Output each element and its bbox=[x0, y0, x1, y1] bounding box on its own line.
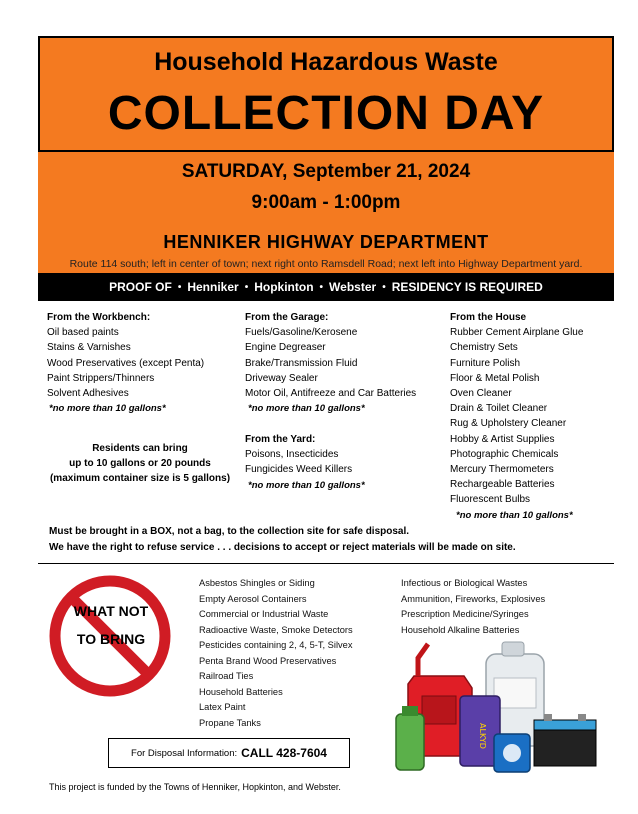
note-line: We have the right to refuse service . . . decisions to accept or reject materials will be made on site. bbox=[49, 542, 516, 553]
list-item: Mercury Thermometers bbox=[450, 464, 554, 476]
funding-note: This project is funded by the Towns of Henniker, Hopkinton, and Webster. bbox=[49, 782, 341, 792]
event-directions: Route 114 south; left in center of town; next right onto Ramsdell Road; next left into Highway Department yard. bbox=[69, 258, 583, 270]
list-item: Household Alkaline Batteries bbox=[401, 624, 520, 635]
proof-of-residency-bar bbox=[38, 273, 614, 301]
residents-line: Residents can bring bbox=[92, 443, 188, 454]
list-item: Driveway Sealer bbox=[245, 372, 318, 384]
not-to-bring-list-2 bbox=[401, 576, 601, 638]
header-title: COLLECTION DAY bbox=[107, 87, 545, 140]
header-subtitle: Household Hazardous Waste bbox=[154, 48, 498, 76]
list-item: Asbestos Shingles or Siding bbox=[199, 578, 315, 588]
list-item: Stains & Varnishes bbox=[47, 342, 131, 354]
proof-town: Webster bbox=[329, 280, 377, 294]
not-to-bring-line: WHAT NOT bbox=[73, 603, 149, 619]
list-item: Paint Strippers/Thinners bbox=[47, 372, 155, 384]
limit-note: *no more than 10 gallons* bbox=[456, 509, 573, 521]
workbench-column bbox=[47, 310, 237, 416]
event-location: HENNIKER HIGHWAY DEPARTMENT bbox=[163, 232, 489, 252]
list-item: Ammunition, Fireworks, Explosives bbox=[401, 593, 546, 604]
list-item: Poisons, Insecticides bbox=[245, 449, 339, 461]
box-notes bbox=[49, 524, 516, 556]
list-item: Oven Cleaner bbox=[450, 388, 512, 400]
list-item: Penta Brand Wood Preservatives bbox=[199, 655, 337, 666]
list-item: Drain & Toilet Cleaner bbox=[450, 403, 548, 415]
list-item: Hobby & Artist Supplies bbox=[450, 433, 555, 445]
house-column bbox=[450, 310, 620, 523]
list-item: Floor & Metal Polish bbox=[450, 372, 540, 384]
list-item: Latex Paint bbox=[199, 702, 246, 712]
list-item: Railroad Ties bbox=[199, 671, 254, 681]
list-item: Motor Oil, Antifreeze and Car Batteries bbox=[245, 388, 417, 400]
list-item: Infectious or Biological Wastes bbox=[401, 578, 528, 588]
list-item: Photographic Chemicals bbox=[450, 448, 559, 460]
house-heading: From the House bbox=[450, 312, 527, 323]
bullet-icon: • bbox=[177, 281, 182, 293]
limit-note: *no more than 10 gallons* bbox=[248, 479, 365, 491]
not-to-bring-list-1 bbox=[199, 576, 389, 731]
list-item: Commercial or Industrial Waste bbox=[199, 609, 329, 619]
disposal-label: For Disposal Information: bbox=[131, 747, 238, 759]
divider bbox=[38, 563, 614, 564]
bullet-icon: • bbox=[382, 281, 386, 293]
list-item: Radioactive Waste, Smoke Detectors bbox=[199, 624, 353, 635]
proof-town: Henniker bbox=[187, 280, 239, 294]
list-item: Solvent Adhesives bbox=[47, 388, 129, 400]
bullet-icon: • bbox=[244, 281, 249, 293]
yard-heading: From the Yard: bbox=[245, 434, 316, 445]
residents-line: up to 10 gallons or 20 pounds bbox=[69, 458, 211, 469]
list-item: Empty Aerosol Containers bbox=[199, 593, 307, 604]
list-item: Furniture Polish bbox=[450, 357, 521, 369]
list-item: Pesticides containing 2, 4, 5-T, Silvex bbox=[199, 640, 353, 650]
header-banner bbox=[38, 36, 614, 152]
garage-heading: From the Garage: bbox=[245, 312, 329, 323]
limit-note: *no more than 10 gallons* bbox=[49, 403, 166, 415]
list-item: Prescription Medicine/Syringes bbox=[401, 609, 529, 619]
event-info bbox=[38, 152, 614, 273]
list-item: Wood Preservatives (except Penta) bbox=[47, 357, 205, 369]
proof-suffix: RESIDENCY IS REQUIRED bbox=[391, 280, 543, 294]
jug-label: ALKYD bbox=[478, 723, 487, 749]
list-item: Propane Tanks bbox=[199, 717, 261, 728]
bullet-icon: • bbox=[319, 281, 324, 293]
list-item: Fluorescent Bulbs bbox=[450, 494, 531, 506]
note-line: Must be brought in a BOX, not a bag, to the collection site for safe disposal. bbox=[49, 526, 410, 537]
hazardous-containers-illustration bbox=[394, 636, 600, 776]
list-item: Rechargeable Batteries bbox=[450, 479, 555, 491]
list-item: Engine Degreaser bbox=[245, 342, 326, 354]
not-to-bring-line: TO BRING bbox=[76, 631, 146, 647]
disposal-info-box bbox=[108, 738, 350, 768]
proof-prefix: PROOF OF bbox=[109, 280, 172, 294]
event-date: SATURDAY, September 21, 2024 bbox=[181, 161, 471, 182]
list-item: Rubber Cement Airplane Glue bbox=[450, 327, 584, 339]
workbench-heading: From the Workbench: bbox=[47, 312, 151, 323]
proof-town: Hopkinton bbox=[254, 280, 314, 294]
list-item: Fuels/Gasoline/Kerosene bbox=[245, 327, 358, 339]
residents-line: (maximum container size is 5 gallons) bbox=[49, 473, 231, 484]
list-item: Household Batteries bbox=[199, 686, 283, 697]
residents-note bbox=[40, 441, 240, 486]
list-item: Chemistry Sets bbox=[450, 342, 518, 354]
garage-column bbox=[245, 310, 445, 416]
list-item: Fungicides Weed Killers bbox=[245, 464, 353, 476]
list-item: Brake/Transmission Fluid bbox=[245, 357, 358, 369]
not-to-bring-label bbox=[52, 597, 170, 653]
limit-note: *no more than 10 gallons* bbox=[248, 403, 365, 415]
yard-column bbox=[245, 432, 445, 493]
disposal-phone[interactable]: CALL 428-7604 bbox=[241, 746, 327, 760]
list-item: Rug & Upholstery Cleaner bbox=[450, 418, 567, 430]
list-item: Oil based paints bbox=[47, 327, 119, 339]
event-time: 9:00am - 1:00pm bbox=[251, 192, 401, 213]
